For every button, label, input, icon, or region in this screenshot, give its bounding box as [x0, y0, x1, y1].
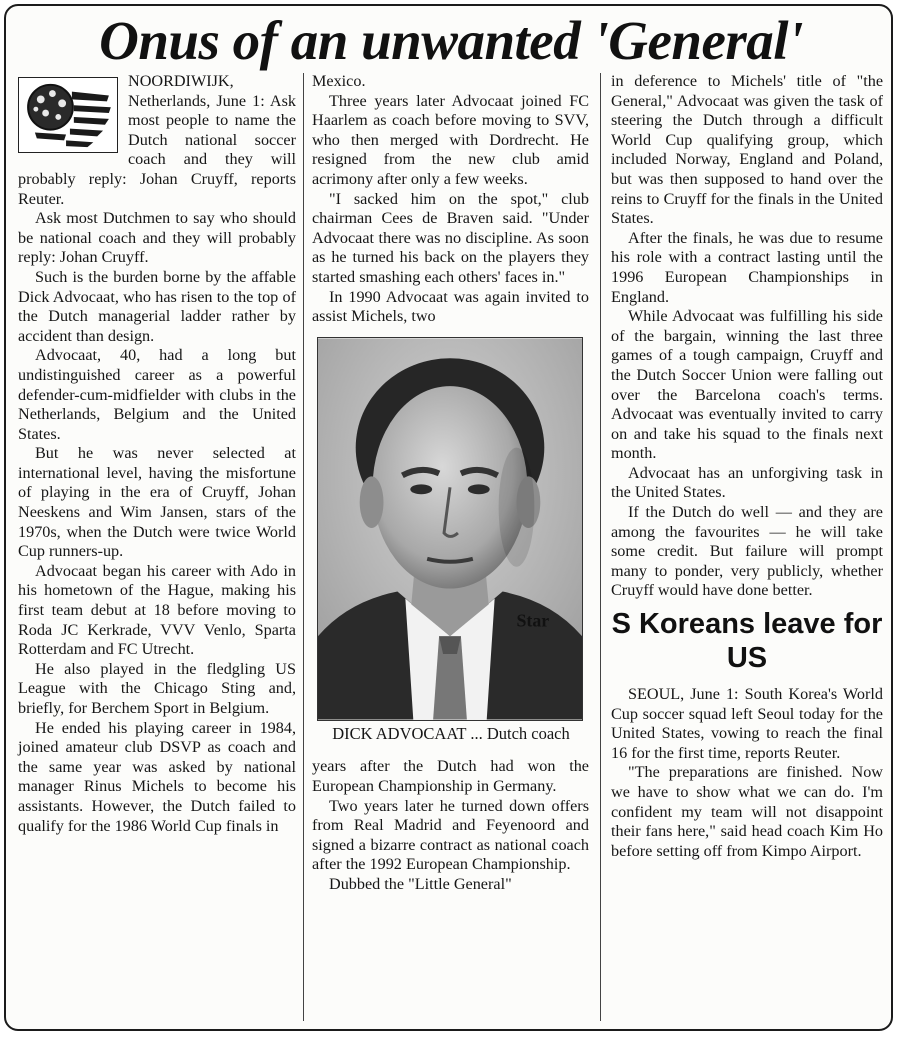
article-paragraph: Three years later Advocaat joined FC Haarlem as coach before moving to SVV, who then merged with Dordrecht. He resigned from the new club amid acrimony after only a few weeks. [312, 91, 589, 188]
column-rule [600, 73, 601, 1021]
headline: Onus of an unwanted 'General' [99, 10, 803, 71]
article-paragraph: Two years later he turned down offers from Real Madrid and Feyenoord and signed a bizarre contract as national coach after the 1992 European Championship. [312, 796, 589, 874]
article-paragraph: After the finals, he was due to resume his role with a contract lasting until the 1996 European Championships in England. [611, 228, 883, 306]
sidebar-headline: S Koreans leave for US [611, 608, 883, 675]
article-paragraph: If the Dutch do well — and they are among the favourites — he will take some credit. But failure will prompt many to ponder, very publicly, whether Cruyff would have done better. [611, 503, 883, 600]
column-1 [18, 72, 296, 836]
article-paragraph: "I sacked him on the spot," club chairman Cees de Braven said. "Under Advocaat there was no discipline. As soon as he turned his back on the players they started smashing each others' faces in." [312, 189, 589, 286]
article-paragraph: He also played in the fledgling US League with the Chicago Sting and, briefly, for Berchem Sport in Belgium. [18, 659, 296, 717]
article-paragraph: Advocaat, 40, had a long but undistinguished career as a powerful defender-cum-midfielder with clubs in the Netherlands, Belgium and the United States. [18, 346, 296, 443]
column-rule [303, 73, 304, 1021]
article-paragraph: in deference to Michels' title of "the General," Advocaat was given the task of steering the Dutch through a difficult World Cup qualifying group, which included Norway, England and Poland, but was then supposed to hand over the reins to Cruyff for the finals in the United States. [611, 72, 883, 228]
article-paragraph: Advocaat has an unforgiving task in the United States. [611, 463, 883, 502]
photo-caption: DICK ADVOCAAT ... Dutch coach [332, 723, 570, 743]
article-paragraph: He ended his playing career in 1984, joined amateur club DSVP as coach and the same year was asked by national manager Rinus Michels to become his assistants. However, the Dutch failed to qualify for the 1986 World Cup finals in [18, 718, 296, 835]
column-3 [611, 72, 883, 861]
article-paragraph: Advocaat began his career with Ado in his hometown of the Hague, making his first team debut at 18 before moving to Roda JC Kerkrade, VVV Venlo, Sparta Rotterdam and FC Utrecht. [18, 561, 296, 659]
article-paragraph: years after the Dutch had won the European Championship in Germany. [312, 757, 589, 795]
article-paragraph: NOORDIWIJK, Netherlands, June 1: Ask most people to name the Dutch national soccer coach and they will probably reply: Johan Cruyff, reports Reuter. [18, 72, 296, 208]
article-paragraph: Dubbed the "Little General" [329, 874, 512, 893]
article-paragraph: In 1990 Advocaat was again invited to assist Michels, two [312, 287, 589, 326]
photo-credit: Star [516, 609, 550, 630]
photo-block [317, 337, 585, 744]
world-cup-soccer-ball-logo-icon [18, 77, 118, 153]
article-paragraph: Such is the burden borne by the affable Dick Advocaat, who has risen to the top of the Dutch managerial ladder rather by accident than design. [18, 267, 296, 345]
article-paragraph: But he was never selected at international level, having the misfortune of playing in the era of Cruyff, Johan Neeskens and Wim Jansen, stars of the 1970s, when the Dutch were twice World Cup runners-up. [18, 444, 296, 561]
coach-portrait-photo [317, 337, 583, 721]
article-paragraph: While Advocaat was fulfilling his side of the bargain, winning the last three games of a tough campaign, Cruyff and the Dutch Soccer Union were falling out over the Barcelona coach's terms. Advocaat was eventually invited to carry on and take his squad to the finals next month. [611, 307, 883, 463]
column-2 [312, 72, 589, 894]
sidebar-paragraph: "The preparations are finished. Now we have to show what we can do. I'm confident my team will not disappoint their fans here," said head coach Kim Ho before setting off from Kimpo Airport. [611, 763, 883, 860]
article-paragraph: Mexico. [312, 72, 366, 90]
article-paragraph: Ask most Dutchmen to say who should be national coach and they will probably reply: Johan Cruyff. [18, 209, 296, 267]
sidebar-paragraph: SEOUL, June 1: South Korea's World Cup soccer squad left Seoul today for the United States, vowing to reach the final 16 for the first time, reports Reuter. [611, 685, 883, 762]
